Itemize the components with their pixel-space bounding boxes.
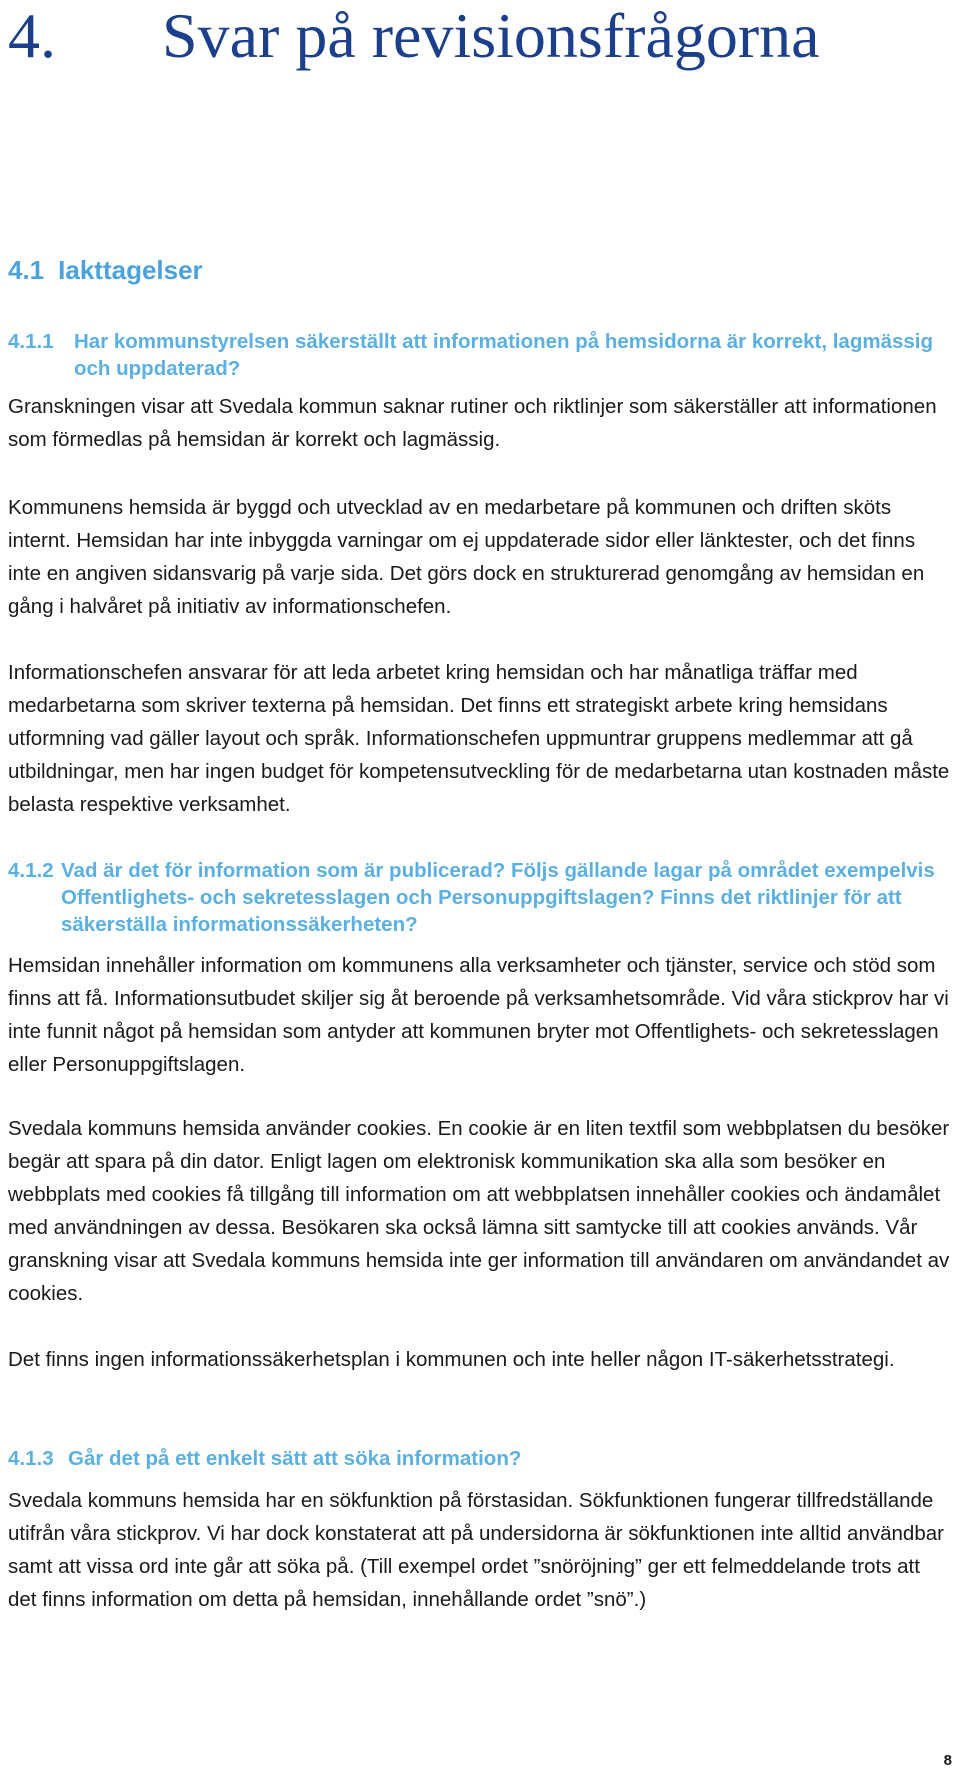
- subsection-heading-4-1-2: [8, 857, 938, 938]
- chapter-title-text: Svar på revisionsfrågorna: [162, 0, 820, 71]
- section-heading: [8, 253, 203, 287]
- paragraph: Hemsidan innehåller information om kommunens alla verksamheter och tjänster, service och stöd som finns att få. Informationsutbudet skiljer sig åt beroende på verksamhetsområde. Vid våra stickprov har vi inte funnit något på hemsidan som antyder att kommunen bryter mot Offentlighets- och sekretesslagen eller Personuppgiftslagen.: [8, 954, 949, 1076]
- paragraph: Svedala kommuns hemsida använder cookies. En cookie är en liten textfil som webbplatsen du besöker begär att spara på din dator. Enligt lagen om elektronisk kommunikation ska alla som besöker en webbplats med cookies få tillgång till information om att webbplatsen innehåller cookies och ändamålet med användningen av dessa. Besökaren ska också lämna sitt samtycke till att cookies används. Vår granskning visar att Svedala kommuns hemsida inte ger information till användaren om användandet av cookies.: [8, 1117, 950, 1305]
- subsection-number: 4.1.3: [8, 1447, 54, 1470]
- subsection-heading-4-1-3: [8, 1445, 952, 1472]
- subsection-number: 4.1.2: [8, 859, 54, 882]
- subsection-heading-4-1-1: [8, 328, 952, 382]
- paragraph: Granskningen visar att Svedala kommun saknar rutiner och riktlinjer som säkerställer att informationen som förmedlas på hemsidan är korrekt och lagmässig.: [8, 395, 937, 451]
- section-number: 4.1: [8, 255, 45, 285]
- section-title: Iakttagelser: [58, 255, 203, 285]
- paragraph: Svedala kommuns hemsida har en sökfunktion på förstasidan. Sökfunktionen fungerar tillfredställande utifrån våra stickprov. Vi har dock konstaterat att på undersidorna är sökfunktionen inte alltid användbar samt att vissa ord inte går att söka på. (Till exempel ordet ”snöröjning” ger ett felmeddelande trots att det finns information om detta på hemsidan, innehållande ordet ”snö”.): [8, 1489, 944, 1611]
- chapter-number: 4.: [8, 0, 56, 71]
- subsection-number: 4.1.1: [8, 330, 54, 353]
- page-number: 8: [943, 1752, 952, 1769]
- subsection-title: Vad är det för information som är publicerad? Följs gällande lagar på området exempelvis Offentlighets- och sekretesslagen och Personuppgiftslagen? Finns det riktlinjer för att säkerställa informationssäkerheten?: [61, 859, 935, 936]
- paragraph: Kommunens hemsida är byggd och utvecklad av en medarbetare på kommunen och driften sköts internt. Hemsidan har inte inbyggda varningar om ej uppdaterade sidor eller länktester, och det finns inte en angiven sidansvarig på varje sida. Det görs dock en strukturerad genomgång av hemsidan en gång i halvåret på initiativ av informationschefen.: [8, 496, 925, 618]
- paragraph: Det finns ingen informationssäkerhetsplan i kommunen och inte heller någon IT-säkerhetsstrategi.: [8, 1348, 895, 1371]
- subsection-title: Har kommunstyrelsen säkerställt att informationen på hemsidorna är korrekt, lagmässig och uppdaterad?: [74, 330, 934, 380]
- chapter-title: [8, 0, 820, 72]
- subsection-title: Går det på ett enkelt sätt att söka information?: [68, 1447, 522, 1470]
- paragraph: Informationschefen ansvarar för att leda arbetet kring hemsidan och har månatliga träffar med medarbetarna som skriver texterna på hemsidan. Det finns ett strategiskt arbete kring hemsidans utformning vad gäller layout och språk. Informationschefen uppmuntrar gruppens medlemmar att gå utbildningar, men har ingen budget för kompetensutveckling för de medarbetarna utan kostnaden måste belasta respektive verksamhet.: [8, 661, 950, 816]
